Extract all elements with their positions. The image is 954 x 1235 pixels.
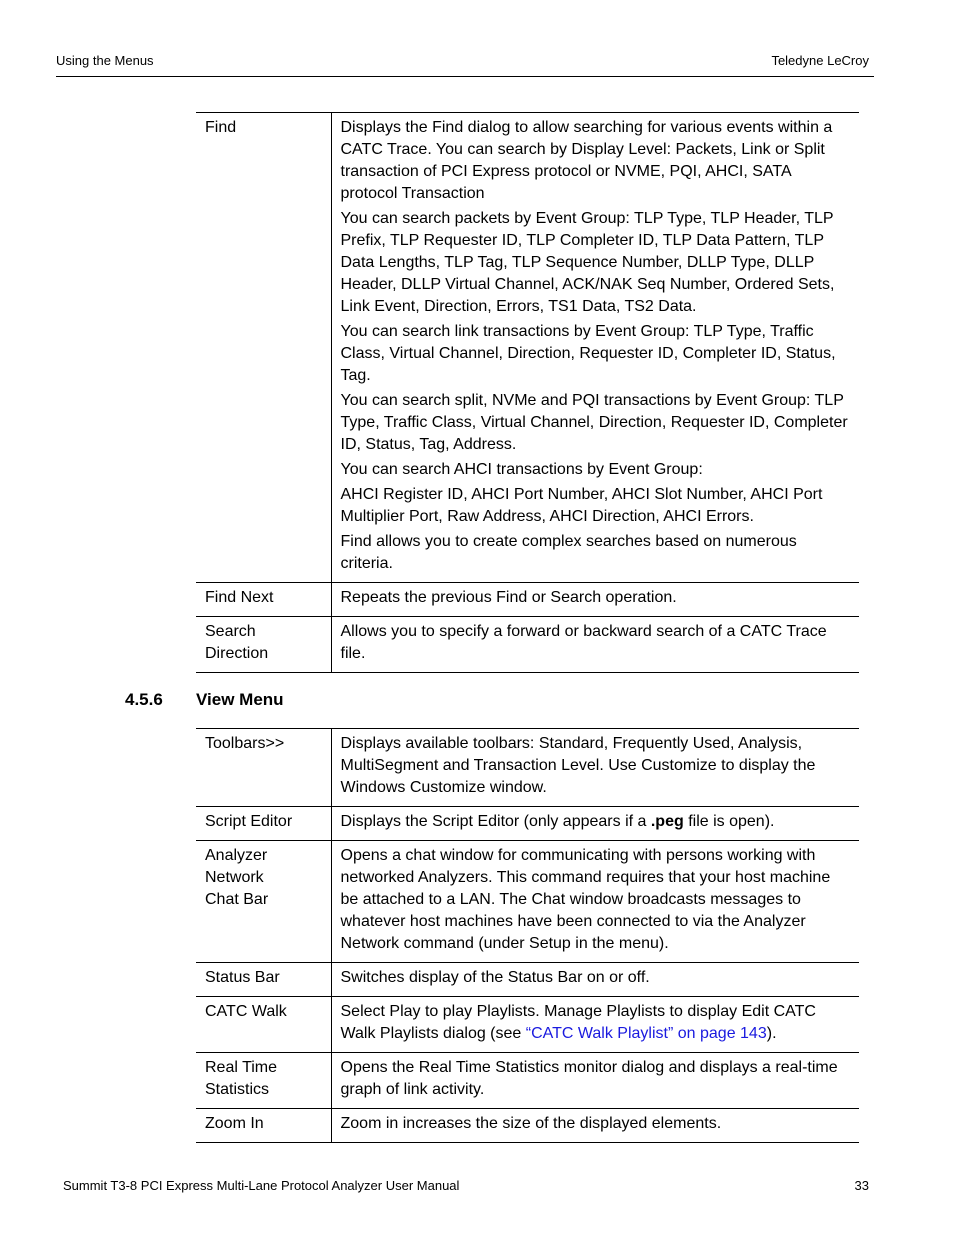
description-paragraph: Find allows you to create complex searches based on numerous criteria.: [340, 533, 797, 572]
menu-item-description: [331, 997, 859, 1053]
table-row: [196, 113, 859, 583]
table-row: [196, 997, 859, 1053]
table-row: [196, 617, 859, 673]
menu-item-description: [331, 113, 859, 583]
table-row: [196, 1109, 859, 1143]
file-extension: .peg: [650, 813, 684, 830]
table-row: [196, 807, 859, 841]
menu-item-description: [331, 583, 859, 617]
menu-item-description: [331, 807, 859, 841]
menu-item-term: Analyzer Network Chat Bar: [196, 841, 331, 963]
edit-menu-table: [196, 112, 859, 673]
description-paragraph: Displays available toolbars: Standard, Frequently Used, Analysis, MultiSegment and Transaction Level. Use Customize to display the Windows Customize window.: [340, 735, 816, 796]
description-paragraph: Displays the Find dialog to allow searching for various events within a CATC Trace. You can search by Display Level: Packets, Link or Split transaction of PCI Express protocol or NVME, PQI, AHCI, SATA protocol Transaction: [340, 119, 833, 202]
description-paragraph: You can search AHCI transactions by Event Group:: [340, 461, 703, 478]
menu-item-term: Real Time Statistics: [196, 1053, 331, 1109]
menu-item-term: Script Editor: [196, 807, 331, 841]
menu-item-description: [331, 617, 859, 673]
description-paragraph: [341, 1001, 852, 1045]
menu-item-term: CATC Walk: [196, 997, 331, 1053]
description-paragraph: AHCI Register ID, AHCI Port Number, AHCI Slot Number, AHCI Port Multiplier Port, Raw Address, AHCI Direction, AHCI Errors.: [340, 486, 823, 525]
page-number: 33: [854, 1178, 869, 1193]
menu-item-term: Zoom In: [196, 1109, 331, 1143]
cross-reference-link[interactable]: “CATC Walk Playlist” on page 143: [525, 1025, 767, 1042]
table-row: [196, 963, 859, 997]
description-paragraph: Switches display of the Status Bar on or off.: [340, 969, 650, 986]
description-paragraph: Repeats the previous Find or Search operation.: [340, 589, 677, 606]
menu-item-term: Find Next: [196, 583, 331, 617]
menu-item-description: [331, 729, 859, 807]
table-row: [196, 583, 859, 617]
description-paragraph: Opens a chat window for communicating with persons working with networked Analyzers. This command requires that your host machine be attached to a LAN. The Chat window broadcasts messages to whatever host machines have been connected to via the Analyzer Network command (under Setup in the menu).: [340, 847, 831, 952]
view-menu-table: [196, 728, 859, 1143]
header-rule: [56, 76, 874, 77]
section-number: 4.5.6: [125, 690, 163, 709]
description-paragraph: Zoom in increases the size of the displayed elements.: [340, 1115, 722, 1132]
running-footer-title: Summit T3-8 PCI Express Multi-Lane Protocol Analyzer User Manual: [63, 1178, 460, 1193]
section-title: View Menu: [196, 690, 284, 709]
description-paragraph: You can search link transactions by Event Group: TLP Type, Traffic Class, Virtual Channel, Direction, Requester ID, Completer ID, Status, Tag.: [340, 323, 836, 384]
menu-item-term: Search Direction: [196, 617, 331, 673]
description-paragraph: You can search split, NVMe and PQI transactions by Event Group: TLP Type, Traffic Class, Virtual Channel, Direction, Requester ID, Completer ID, Status, Tag, Address.: [340, 392, 848, 453]
description-paragraph: [341, 811, 852, 833]
running-header-company: Teledyne LeCroy: [771, 53, 869, 68]
description-paragraph: You can search packets by Event Group: TLP Type, TLP Header, TLP Prefix, TLP Requester ID, TLP Completer ID, TLP Data Pattern, TLP Data Lengths, TLP Tag, TLP Sequence Number, DLLP Type, DLLP Header, DLLP Virtual Channel, ACK/NAK Seq Number, Ordered Sets, Link Event, Direction, Errors, TS1 Data, TS2 Data.: [340, 210, 835, 315]
menu-item-description: [331, 1053, 859, 1109]
table-row: [196, 841, 859, 963]
description-text: ).: [766, 1025, 777, 1042]
description-text: Displays the Script Editor (only appears if a: [340, 813, 651, 830]
section-heading: [125, 689, 284, 711]
table-row: [196, 729, 859, 807]
description-paragraph: Opens the Real Time Statistics monitor dialog and displays a real-time graph of link activity.: [340, 1059, 838, 1098]
description-text: file is open).: [683, 813, 775, 830]
menu-item-description: [331, 963, 859, 997]
menu-item-description: [331, 1109, 859, 1143]
menu-item-term: Toolbars>>: [196, 729, 331, 807]
menu-item-description: [331, 841, 859, 963]
menu-item-term: Find: [196, 113, 331, 583]
menu-item-term: Status Bar: [196, 963, 331, 997]
description-text: Select Play to play Playlists. Manage Playlists to display Edit CATC Walk Playlists dialog (see: [340, 1003, 816, 1042]
description-paragraph: Allows you to specify a forward or backward search of a CATC Trace file.: [340, 623, 827, 662]
table-row: [196, 1053, 859, 1109]
running-header-section: Using the Menus: [56, 53, 154, 68]
